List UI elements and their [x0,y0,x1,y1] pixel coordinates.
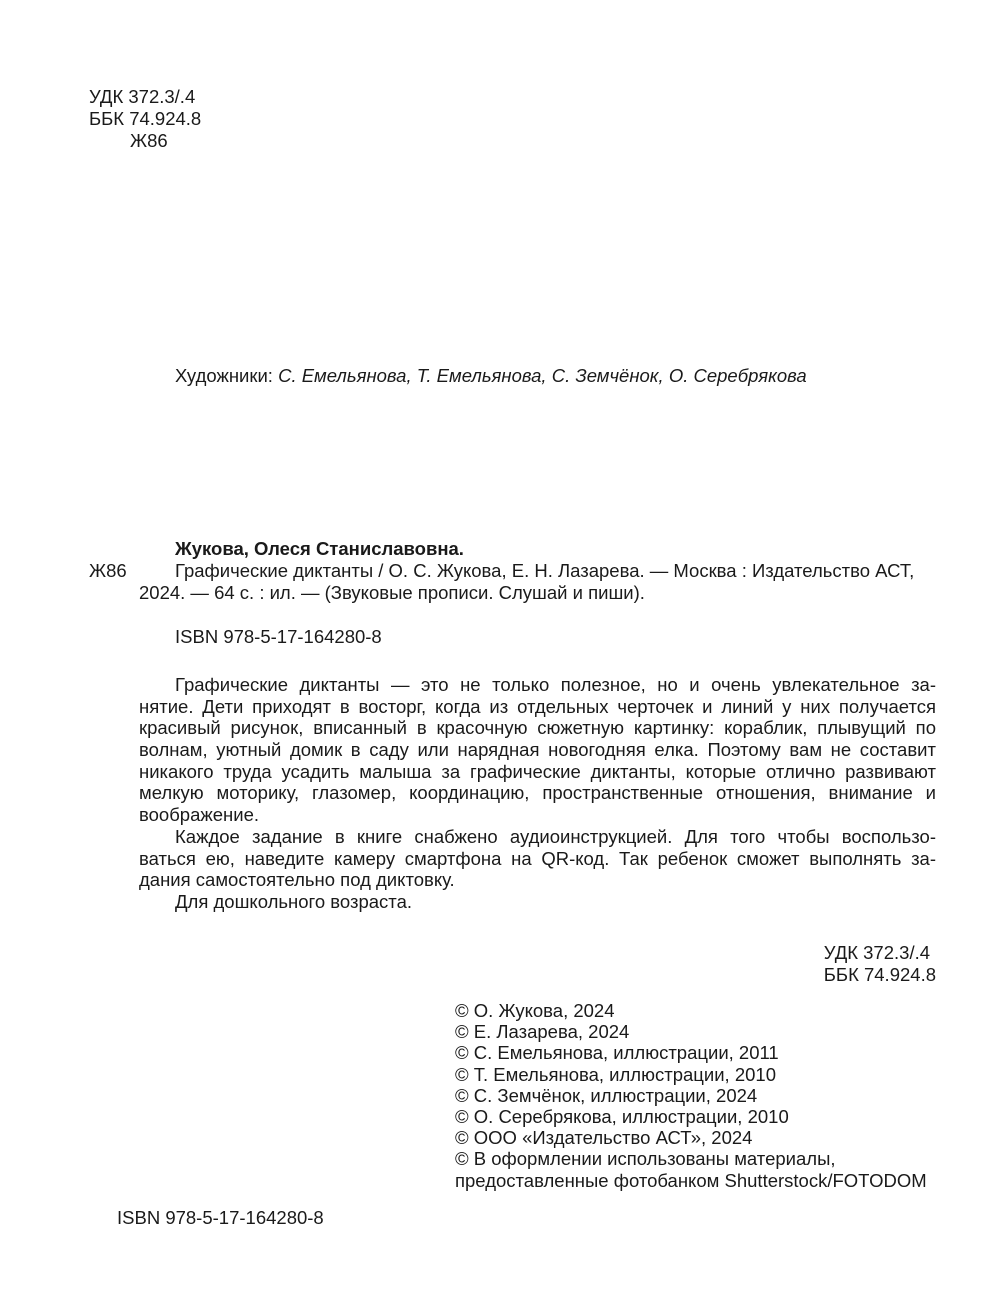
copyright-line: © С. Емельянова, иллюстрации, 2011 [455,1042,779,1064]
author-mark-record: Ж86 [89,560,127,581]
copyright-line: © С. Земчёнок, иллюстрации, 2024 [455,1084,758,1106]
annotation-line: красивый рисунок, вписанный в красочную сюжетную картинку: кораблик, плывущий по [139,717,936,739]
bibliographic-description-line-1: Графические диктанты / О. С. Жукова, Е. Н. Лазарева. — Москва : Издательство АСТ, [175,560,915,581]
copyright-line: © ООО «Издательство АСТ», 2024 [455,1127,753,1149]
bbk-code: ББК 74.924.8 [823,964,936,985]
annotation-line: Каждое задание в книге снабжено аудиоинструкцией. Для того чтобы воспользо- [175,825,936,847]
author-heading: Жукова, Олеся Станиславовна. [175,538,464,559]
artists-label: Художники: [175,365,279,386]
udk-code: УДК 372.3/.4 [89,86,196,107]
copyright-line: © Е. Лазарева, 2024 [455,1021,630,1043]
isbn-record: ISBN 978-5-17-164280-8 [175,626,382,647]
annotation-line: дания самостоятельно под диктовку. [139,869,455,891]
artists-names: С. Емельянова, Т. Емельянова, С. Земчёнок, О. Серебрякова [278,365,807,386]
bbk-code: ББК 74.924.8 [89,108,202,129]
copyright-line: © О. Серебрякова, иллюстрации, 2010 [455,1105,789,1127]
artists-credit [175,365,807,386]
copyright-line: © Т. Емельянова, иллюстрации, 2010 [455,1063,776,1085]
bibliographic-description-line-2: 2024. — 64 с. : ил. — (Звуковые прописи. Слушай и пиши). [139,582,645,603]
age-rating-line: Для дошкольного возраста. [175,890,413,912]
copyright-notices [455,1000,927,1191]
classification-codes-top [89,86,201,152]
annotation-line: нятие. Дети приходят в восторг, когда из отдельных черточек и линий у них получается [139,695,936,717]
udk-code: УДК 372.3/.4 [823,942,931,963]
classification-codes-bottom [824,942,936,986]
annotation [139,674,936,913]
annotation-line: Графические диктанты — это не только полезное, но и очень увлекательное за- [175,674,936,695]
annotation-line: воображение. [139,804,260,826]
author-mark: Ж86 [130,130,168,151]
annotation-line: никакого труда усадить малыша за графические диктанты, которые отлично развивают [139,760,936,782]
copyright-line: © В оформлении использованы материалы, [455,1148,836,1170]
annotation-line: ваться ею, наведите камеру смартфона на QR-код. Так ребенок сможет выполнять за- [139,847,936,869]
annotation-line: волнам, уютный домик в саду или нарядная новогодняя елка. Поэтому вам не составит [139,739,936,761]
annotation-line: мелкую моторику, глазомер, координацию, пространственные отношения, внимание и [139,782,936,804]
copyright-line: предоставленные фотобанком Shutterstock/FOTODOM [455,1169,927,1191]
copyright-line: © О. Жукова, 2024 [455,1000,615,1021]
isbn-footer: ISBN 978-5-17-164280-8 [117,1207,324,1228]
